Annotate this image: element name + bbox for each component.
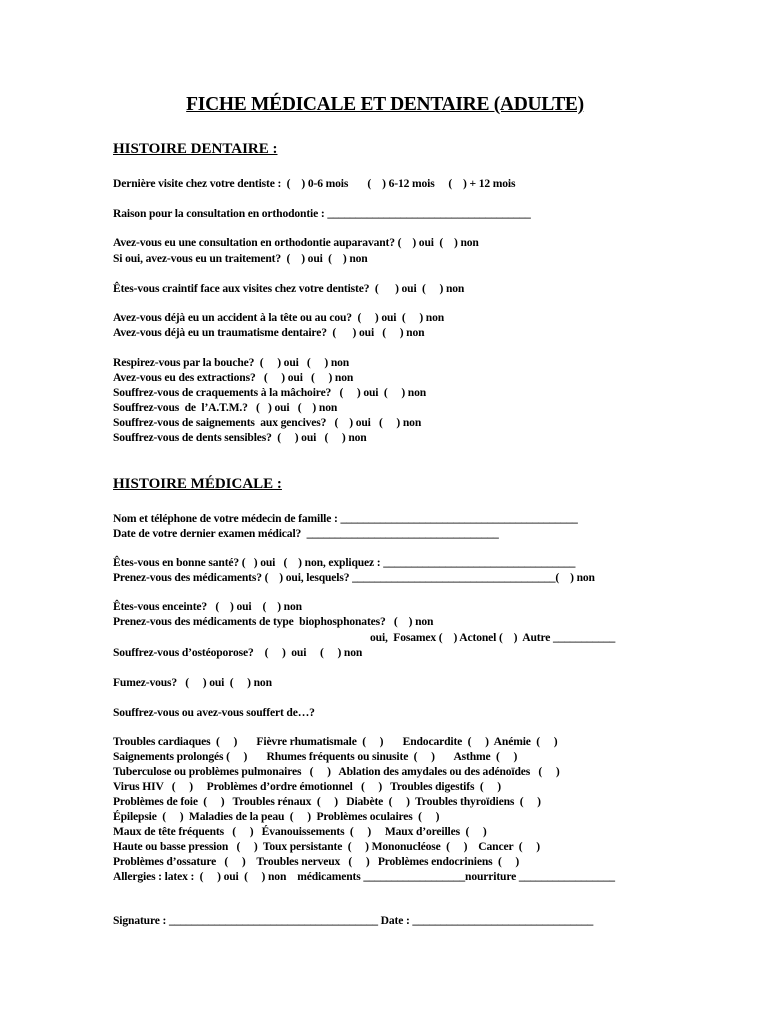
mouth-breathing-question[interactable]: Respirez-vous par la bouche? ( ) oui ( ) non bbox=[113, 356, 350, 369]
condition-line[interactable]: Tuberculose ou problèmes pulmonaires ( ) Ablation des amydales ou des adénoïdes ( ) bbox=[113, 765, 560, 778]
accident-question[interactable]: Avez-vous déjà eu un accident à la tête ou au cou? ( ) oui ( ) non bbox=[113, 311, 445, 324]
allergies-line[interactable]: Allergies : latex : ( ) oui ( ) non médicaments __________________nourriture _________________ bbox=[113, 870, 615, 883]
condition-line[interactable]: Problèmes de foie ( ) Troubles rénaux ( ) Diabète ( ) Troubles thyroïdiens ( ) bbox=[113, 795, 541, 808]
fearful-question[interactable]: Êtes-vous craintif face aux visites chez votre dentiste? ( ) oui ( ) non bbox=[113, 282, 465, 295]
doctor-field[interactable]: Nom et téléphone de votre médecin de famille : __________________________________________ bbox=[113, 512, 578, 525]
suffer-intro: Souffrez-vous ou avez-vous souffert de…? bbox=[113, 706, 315, 719]
extractions-question[interactable]: Avez-vous eu des extractions? ( ) oui ( ) non bbox=[113, 371, 354, 384]
condition-line[interactable]: Saignements prolongés ( ) Rhumes fréquents ou sinusite ( ) Asthme ( ) bbox=[113, 750, 518, 763]
condition-line[interactable]: Maux de tête fréquents ( ) Évanouissements ( ) Maux d’oreilles ( ) bbox=[113, 825, 487, 838]
form-title: FICHE MÉDICALE ET DENTAIRE (ADULTE) bbox=[186, 94, 584, 115]
osteoporosis-question[interactable]: Souffrez-vous d’ostéoporose? ( ) oui ( ) non bbox=[113, 646, 363, 659]
consult-reason-field[interactable]: Raison pour la consultation en orthodontie : ____________________________________ bbox=[113, 207, 531, 220]
medical-history-heading: HISTOIRE MÉDICALE : bbox=[113, 476, 282, 492]
sensitive-teeth-question[interactable]: Souffrez-vous de dents sensibles? ( ) oui ( ) non bbox=[113, 431, 367, 444]
medications-question[interactable]: Prenez-vous des médicaments? ( ) oui, lesquels? ____________________________________( ) non bbox=[113, 571, 595, 584]
condition-line[interactable]: Épilepsie ( ) Maladies de la peau ( ) Problèmes oculaires ( ) bbox=[113, 810, 440, 823]
dental-history-heading: HISTOIRE DENTAIRE : bbox=[113, 141, 278, 157]
signature-date-line[interactable]: Signature : _____________________________________ Date : ________________________________ bbox=[113, 914, 594, 927]
prior-treatment-question[interactable]: Si oui, avez-vous eu un traitement? ( ) oui ( ) non bbox=[113, 252, 368, 265]
condition-line[interactable]: Haute ou basse pression ( ) Toux persistante ( ) Mononucléose ( ) Cancer ( ) bbox=[113, 840, 540, 853]
condition-line[interactable]: Virus HIV ( ) Problèmes d’ordre émotionnel ( ) Troubles digestifs ( ) bbox=[113, 780, 501, 793]
jaw-cracking-question[interactable]: Souffrez-vous de craquements à la mâchoire? ( ) oui ( ) non bbox=[113, 386, 427, 399]
smoking-question[interactable]: Fumez-vous? ( ) oui ( ) non bbox=[113, 676, 272, 689]
last-visit-question[interactable]: Dernière visite chez votre dentiste : ( ) 0-6 mois ( ) 6-12 mois ( ) + 12 mois bbox=[113, 177, 516, 190]
condition-line[interactable]: Troubles cardiaques ( ) Fièvre rhumatismale ( ) Endocardite ( ) Anémie ( ) bbox=[113, 735, 558, 748]
last-exam-field[interactable]: Date de votre dernier examen médical? __________________________________ bbox=[113, 527, 499, 540]
condition-line[interactable]: Problèmes d’ossature ( ) Troubles nerveux ( ) Problèmes endocriniens ( ) bbox=[113, 855, 520, 868]
good-health-question[interactable]: Êtes-vous en bonne santé? ( ) oui ( ) non, expliquez : __________________________________ bbox=[113, 556, 576, 569]
biphosphonates-options[interactable]: oui, Fosamex ( ) Actonel ( ) Autre ___________ bbox=[370, 631, 616, 644]
trauma-question[interactable]: Avez-vous déjà eu un traumatisme dentaire? ( ) oui ( ) non bbox=[113, 326, 425, 339]
prior-consult-question[interactable]: Avez-vous eu une consultation en orthodontie auparavant? ( ) oui ( ) non bbox=[113, 236, 479, 249]
pregnant-question[interactable]: Êtes-vous enceinte? ( ) oui ( ) non bbox=[113, 600, 302, 613]
atm-question[interactable]: Souffrez-vous de l’A.T.M.? ( ) oui ( ) non bbox=[113, 401, 338, 414]
gum-bleeding-question[interactable]: Souffrez-vous de saignements aux gencives? ( ) oui ( ) non bbox=[113, 416, 422, 429]
biphosphonates-question[interactable]: Prenez-vous des médicaments de type biophosphonates? ( ) non bbox=[113, 615, 434, 628]
